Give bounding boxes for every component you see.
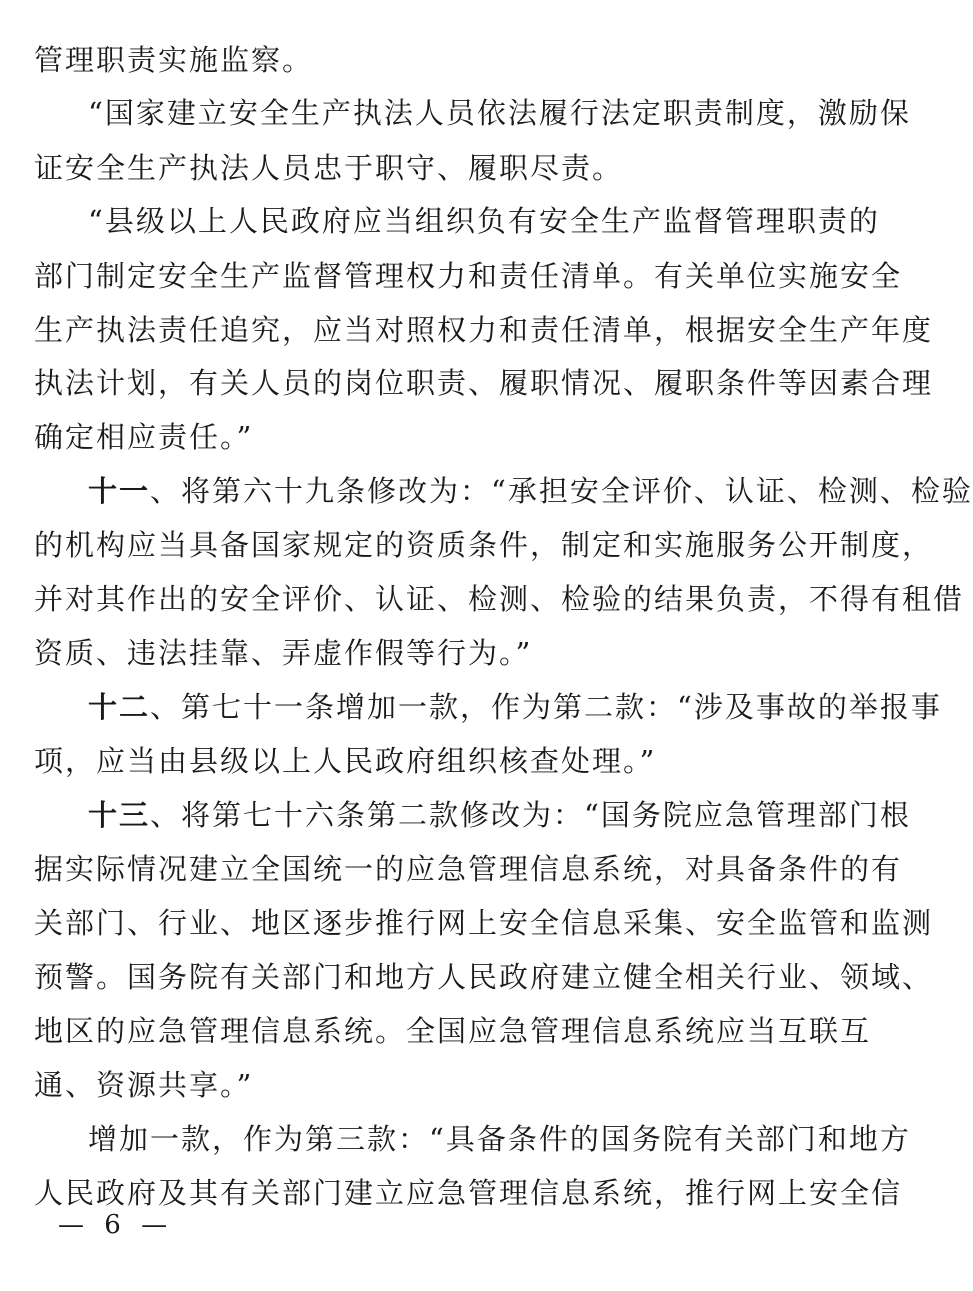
- item-number: 十一: [88, 474, 151, 508]
- text-line: 管理职责实施监察。: [34, 43, 314, 77]
- page-number: — 6 —: [58, 1210, 174, 1240]
- text-line: 关部门、行业、地区逐步推行网上安全信息采集、安全监管和监测: [34, 906, 934, 940]
- text-line: 通、资源共享。”: [34, 1068, 254, 1102]
- text-line: 的机构应当具备国家规定的资质条件，制定和实施服务公开制度，: [34, 528, 934, 562]
- text-line: 生产执法责任追究，应当对照权力和责任清单，根据安全生产年度: [34, 313, 934, 347]
- text-line: 并对其作出的安全评价、认证、检测、检验的结果负责，不得有租借: [34, 582, 965, 616]
- text-line: 十三、将第七十六条第二款修改为：“国务院应急管理部门根: [88, 798, 911, 832]
- text-line: “县级以上人民政府应当组织负有安全生产监督管理职责的: [88, 204, 880, 238]
- text-line: 人民政府及其有关部门建立应急管理信息系统，推行网上安全信: [34, 1176, 903, 1210]
- text-line: 资质、违法挂靠、弄虚作假等行为。”: [34, 636, 533, 670]
- text-line: 预警。国务院有关部门和地方人民政府建立健全相关行业、领域、: [34, 960, 934, 994]
- item-number: 十三: [88, 798, 151, 832]
- text-line: 确定相应责任。”: [34, 420, 254, 454]
- text-line: 证安全生产执法人员忠于职守、履职尽责。: [34, 151, 624, 185]
- item-number: 十二: [88, 690, 151, 724]
- text-line: “国家建立安全生产执法人员依法履行法定职责制度，激励保: [88, 96, 911, 130]
- text-line: 据实际情况建立全国统一的应急管理信息系统，对具备条件的有: [34, 852, 903, 886]
- text-line: 地区的应急管理信息系统。全国应急管理信息系统应当互联互: [34, 1014, 872, 1048]
- text-line: 十一、将第六十九条修改为：“承担安全评价、认证、检测、检验: [88, 474, 973, 508]
- text-line: 部门制定安全生产监督管理权力和责任清单。有关单位实施安全: [34, 259, 903, 293]
- text-line: 项，应当由县级以上人民政府组织核查处理。”: [34, 744, 657, 778]
- text-line: 十二、第七十一条增加一款，作为第二款：“涉及事故的举报事: [88, 690, 942, 724]
- text-line: 执法计划，有关人员的岗位职责、履职情况、履职条件等因素合理: [34, 366, 934, 400]
- text-line: 增加一款，作为第三款：“具备条件的国务院有关部门和地方: [88, 1122, 911, 1156]
